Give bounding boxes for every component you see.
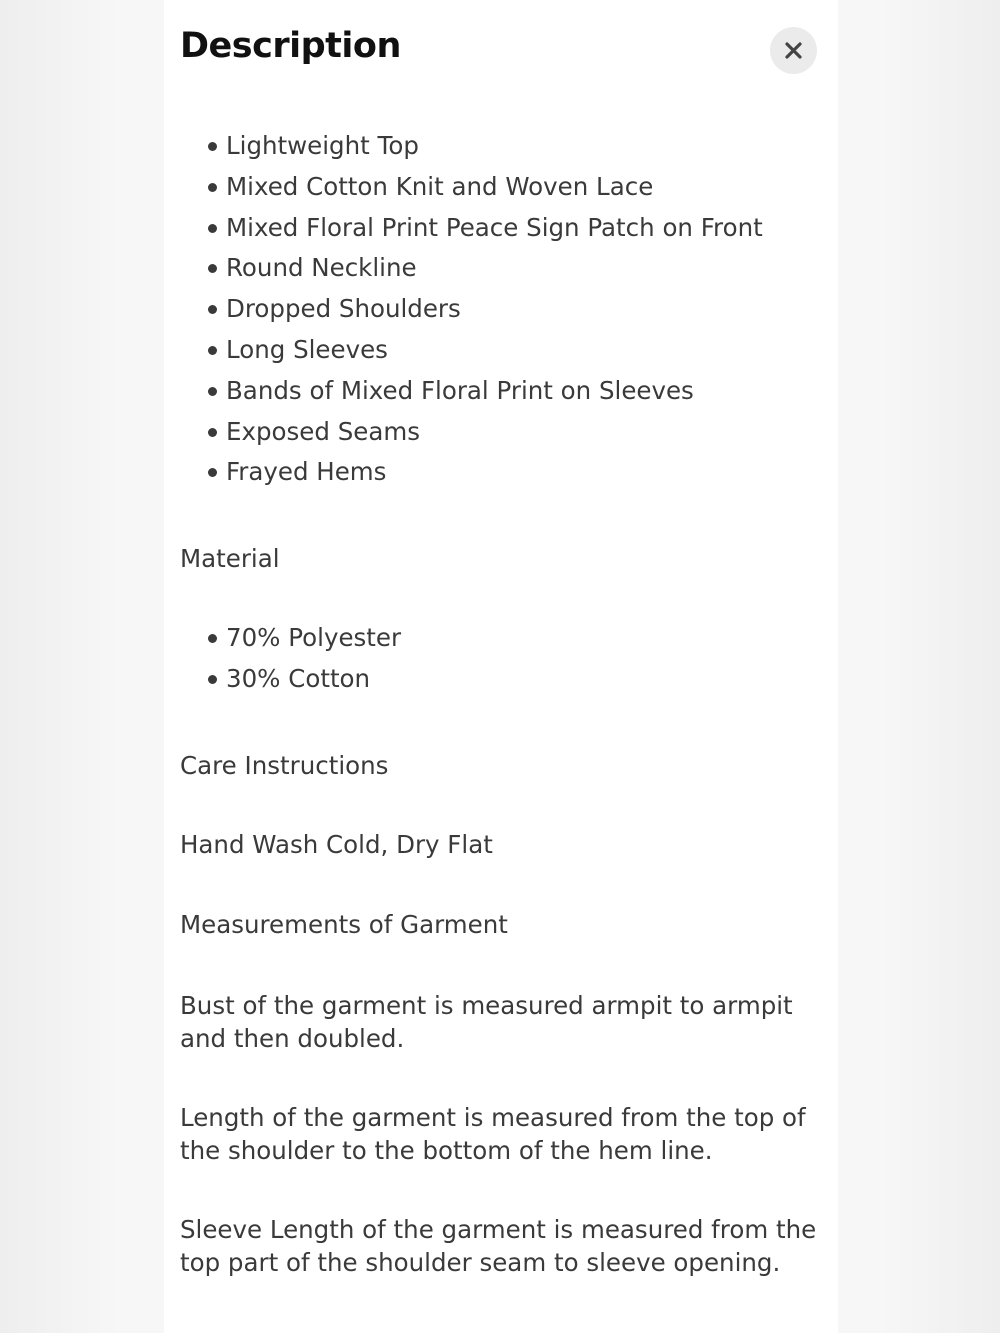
bullet-icon: [208, 305, 217, 314]
list-item: [206, 412, 820, 453]
bust-description: Bust of the garment is measured armpit to armpit and then doubled.: [180, 990, 793, 1053]
list-item: [206, 371, 820, 412]
list-item: [206, 289, 820, 330]
feature-text: Long Sleeves: [226, 334, 388, 364]
feature-text: Lightweight Top: [226, 131, 419, 160]
bullet-icon: [208, 264, 217, 273]
material-heading: Material: [180, 544, 280, 574]
feature-text: Exposed Seams: [226, 416, 420, 446]
description-content: [180, 126, 820, 1279]
close-icon: [783, 40, 804, 61]
bullet-icon: [208, 224, 217, 233]
sleeve-description: Sleeve Length of the garment is measured from the top part of the shoulder seam to sleeve opening.: [180, 1214, 817, 1277]
bullet-icon: [208, 428, 217, 437]
feature-text: Dropped Shoulders: [226, 294, 461, 324]
bullet-icon: [208, 387, 217, 396]
feature-text: Frayed Hems: [226, 457, 387, 487]
feature-text: Round Neckline: [226, 253, 417, 283]
material-list: [180, 618, 820, 700]
feature-list: [180, 126, 820, 493]
list-item: [206, 208, 820, 249]
description-sheet: [164, 0, 838, 1333]
list-item: [206, 659, 820, 700]
bullet-icon: [208, 142, 217, 151]
feature-text: Bands of Mixed Floral Print on Sleeves: [226, 375, 694, 405]
list-item: [206, 330, 820, 371]
bullet-icon: [208, 183, 217, 192]
care-text: Hand Wash Cold, Dry Flat: [180, 830, 493, 860]
material-text: 30% Cotton: [226, 663, 371, 693]
list-item: [206, 167, 820, 208]
bullet-icon: [208, 346, 217, 355]
list-item: [206, 618, 820, 659]
feature-text: Mixed Floral Print Peace Sign Patch on Front: [226, 212, 763, 242]
bullet-icon: [208, 675, 217, 684]
care-heading: Care Instructions: [180, 750, 389, 780]
list-item: [206, 452, 820, 493]
close-button[interactable]: [770, 27, 817, 74]
measurements-heading: Measurements of Garment: [180, 910, 508, 940]
bullet-icon: [208, 468, 217, 477]
material-text: 70% Polyester: [226, 622, 402, 652]
feature-text: Mixed Cotton Knit and Woven Lace: [226, 171, 654, 201]
list-item: [206, 126, 820, 167]
bullet-icon: [208, 634, 217, 643]
sheet-title: Description: [180, 26, 401, 66]
length-description: Length of the garment is measured from the top of the shoulder to the bottom of the hem line.: [180, 1102, 806, 1165]
list-item: [206, 248, 820, 289]
